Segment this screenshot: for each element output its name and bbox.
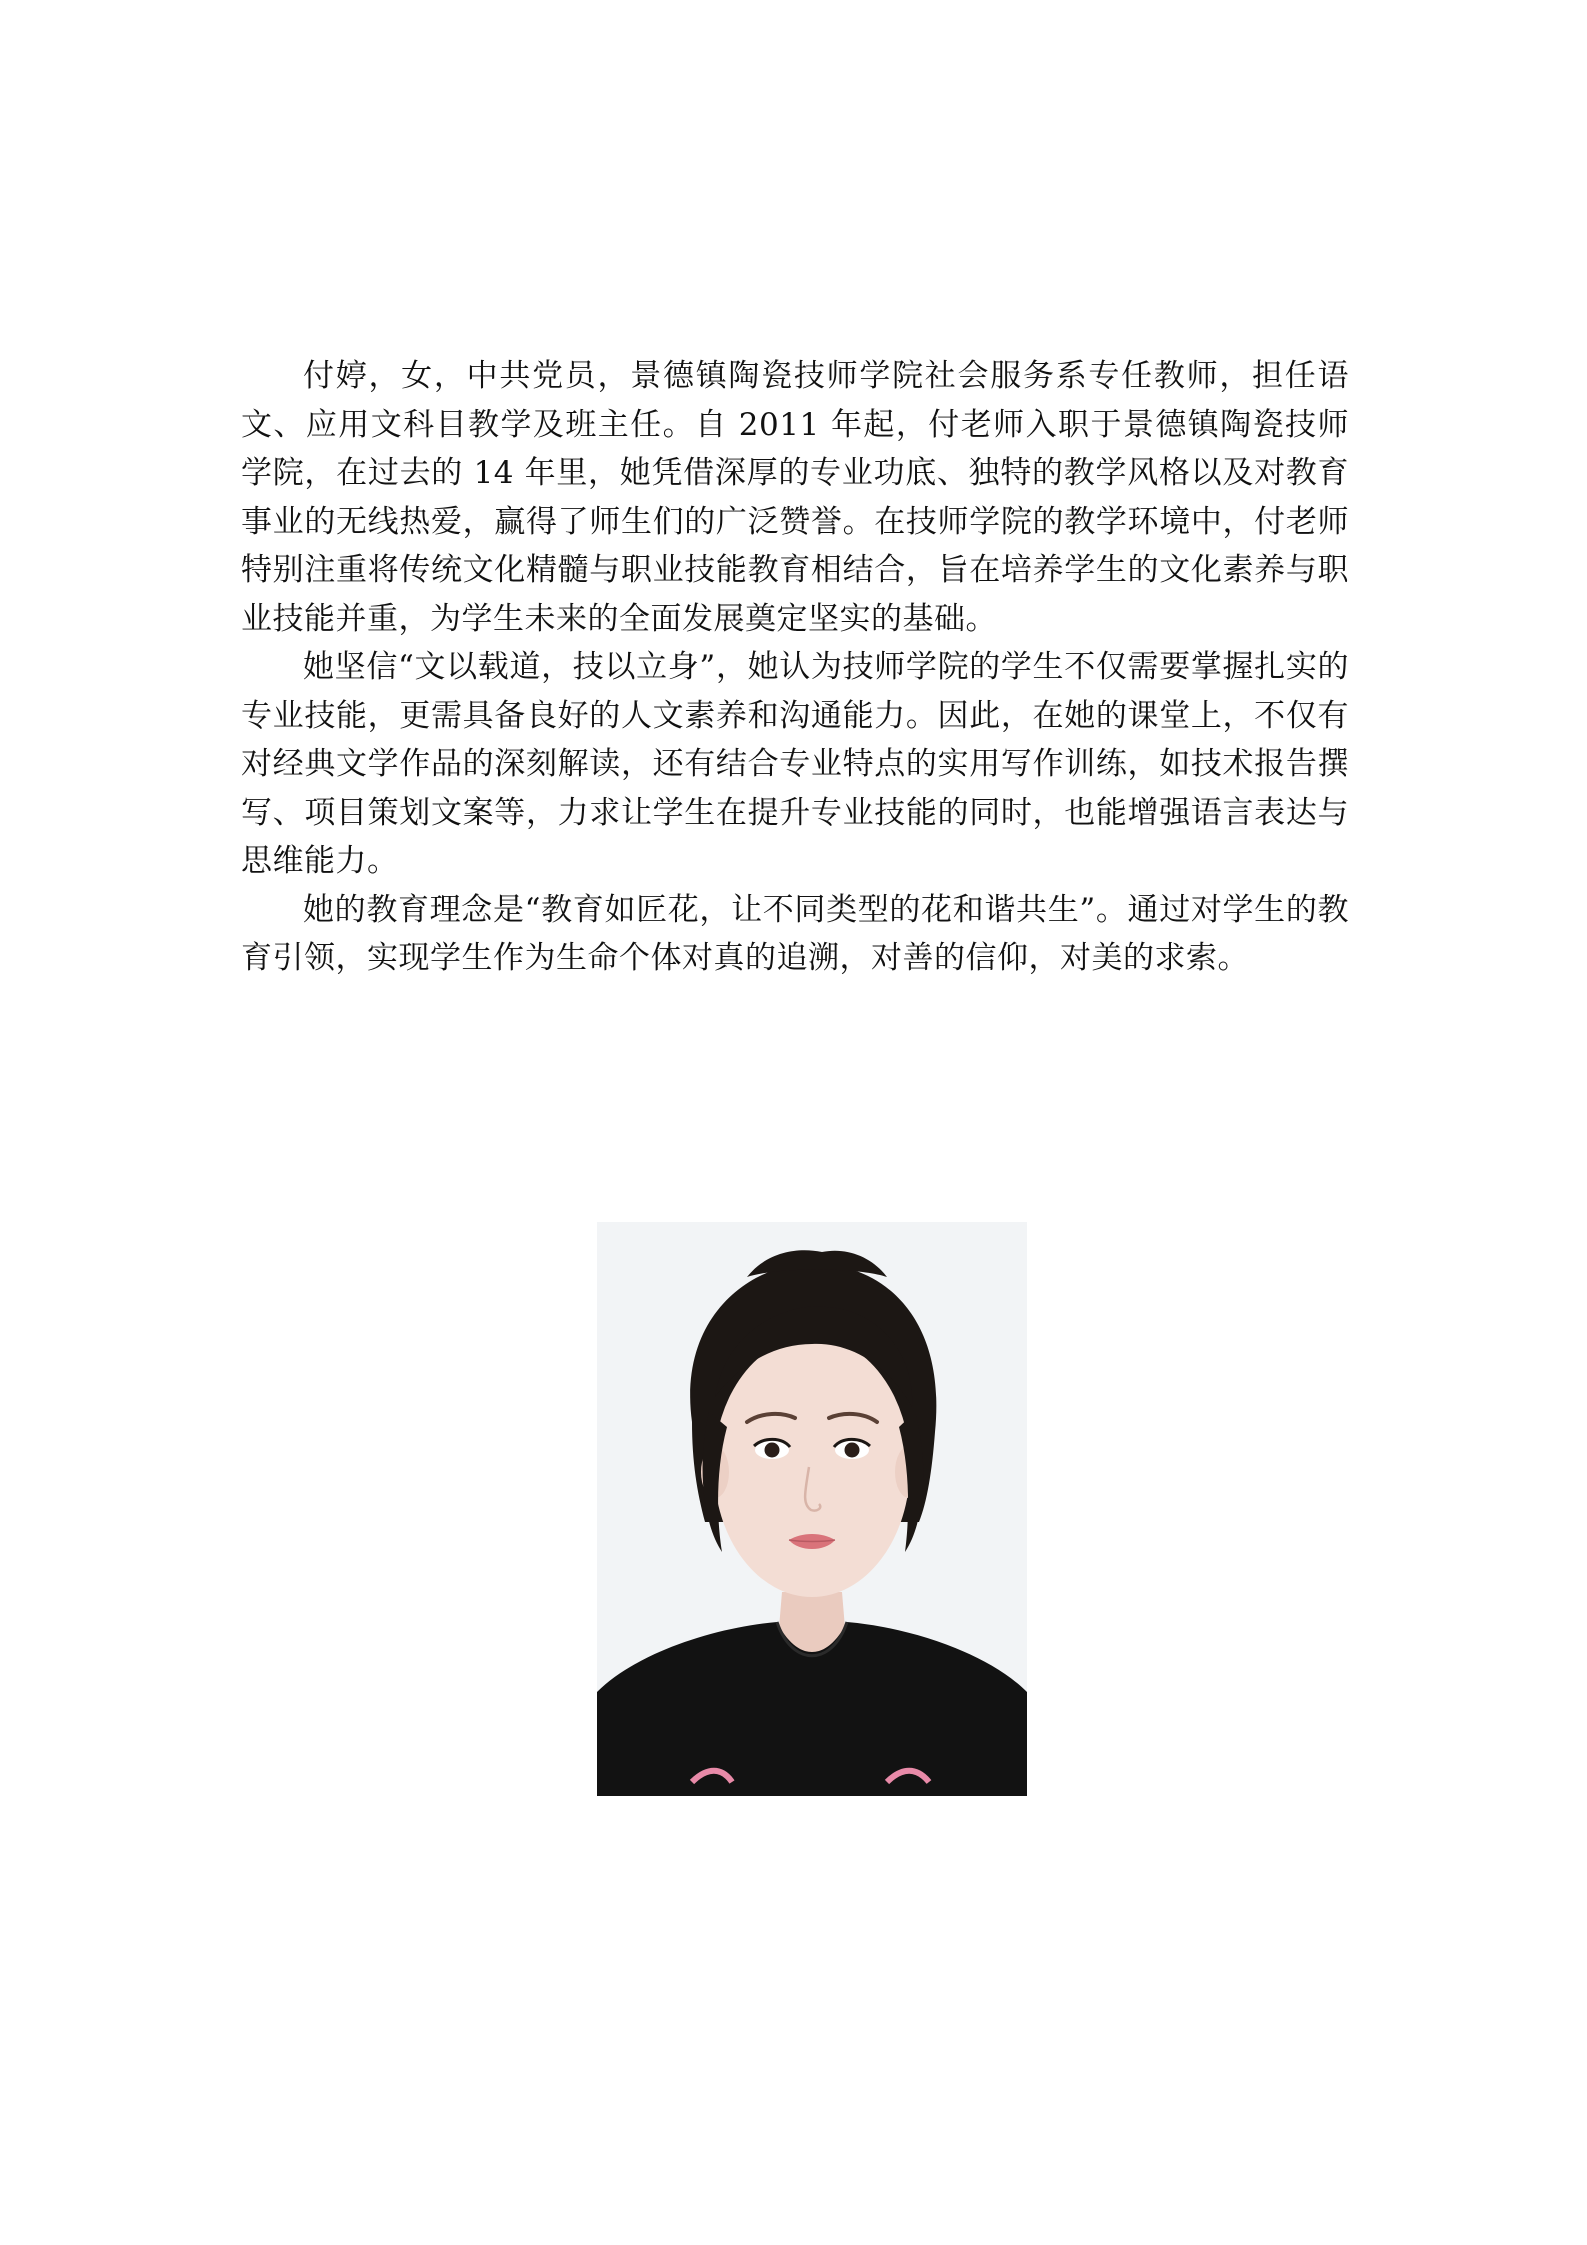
paragraph-1: 付婷，女，中共党员，景德镇陶瓷技师学院社会服务系专任教师，担任语文、应用文科目教学及班主任。自 2011 年起，付老师入职于景德镇陶瓷技师学院，在过去的 14 年里，她凭借深厚的专业功底、独特的教学风格以及对教育事业的无线热爱，赢得了师生们的广泛赞誉。在技师学院的教学环境中，付老师特别注重将传统文化精髓与职业技能教育相结合，旨在培养学生的文化素养与职业技能并重，为学生未来的全面发展奠定坚实的基础。 <box>241 358 1349 637</box>
portrait-photo <box>597 1222 1027 1796</box>
paragraph-2: 她坚信“文以载道，技以立身”，她认为技师学院的学生不仅需要掌握扎实的专业技能，更需具备良好的人文素养和沟通能力。因此，在她的课堂上，不仅有对经典文学作品的深刻解读，还有结合专业特点的实用写作训练，如技术报告撰写、项目策划文案等，力求让学生在提升专业技能的同时，也能增强语言表达与思维能力。 <box>241 649 1349 879</box>
biography-text <box>241 352 1349 983</box>
portrait-illustration <box>597 1222 1027 1796</box>
paragraph-3: 她的教育理念是“教育如匠花，让不同类型的花和谐共生”。通过对学生的教育引领，实现学生作为生命个体对真的追溯，对善的信仰，对美的求索。 <box>241 891 1349 976</box>
